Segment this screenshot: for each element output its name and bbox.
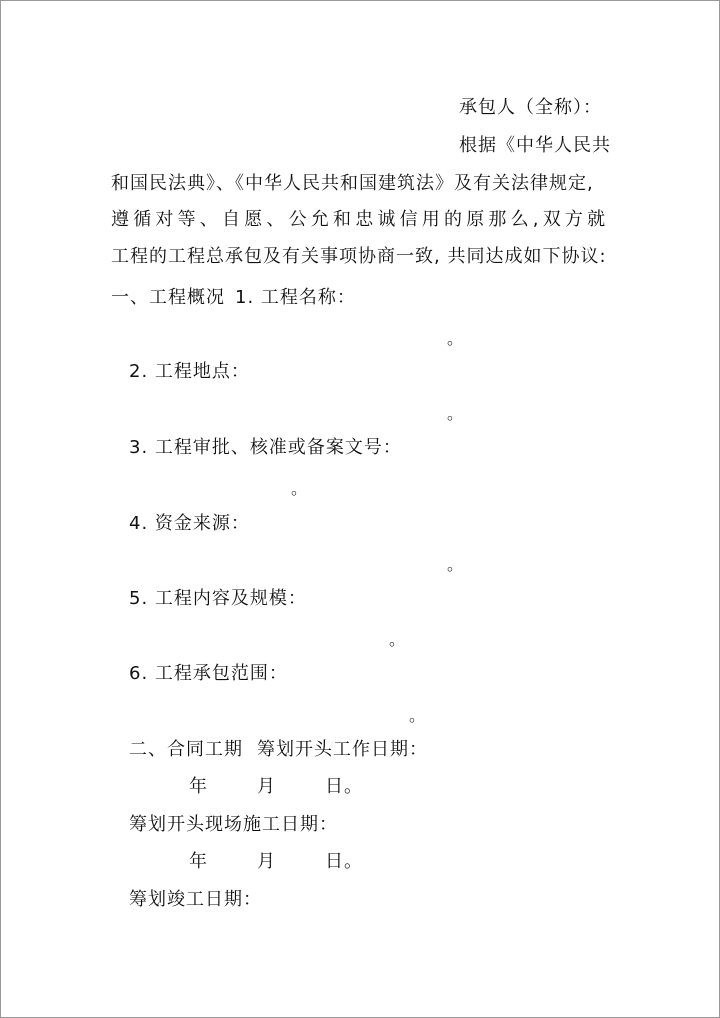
item-1-end: 。 <box>447 329 464 348</box>
preamble-line-4: 工程的工程总承包及有关事项协商一致, 共同达成如下协议: <box>111 246 607 267</box>
site-start-date <box>189 851 363 873</box>
section2-heading: 二、合同工期 <box>129 739 243 760</box>
date-month: 月 <box>257 851 276 872</box>
date-year: 年 <box>189 776 208 797</box>
preamble-line-1: 根据《中华人民共 <box>459 135 611 156</box>
item-5-end: 。 <box>389 630 406 649</box>
site-start-label: 筹划开头现场施工日期： <box>129 814 338 835</box>
item-6-label: 6. 工程承包范围： <box>129 663 288 684</box>
date-day: 日。 <box>325 851 363 872</box>
item-2-end: 。 <box>447 404 464 423</box>
item-4-label: 4. 资金来源： <box>129 513 250 534</box>
completion-label: 筹划竣工日期： <box>129 889 262 910</box>
planned-start-date <box>189 776 363 798</box>
item-6-end: 。 <box>409 706 426 725</box>
contractor-label: 承包人（全称）： <box>459 97 602 118</box>
item-4-end: 。 <box>447 555 464 574</box>
item-5-label: 5. 工程内容及规模： <box>129 588 307 609</box>
date-month: 月 <box>257 776 276 797</box>
item-3-label: 3. 工程审批、核准或备案文号： <box>129 437 402 458</box>
item-1-label: 1. 工程名称： <box>235 287 356 308</box>
item-3-end: 。 <box>291 479 308 498</box>
preamble-line-3: 遵循对等、自愿、公允和忠诚信用的原那么,双方就 <box>111 209 610 230</box>
section1-heading: 一、工程概况 <box>111 287 225 308</box>
preamble-line-2: 和国民法典》、《中华人民共和国建筑法》及有关法律规定, <box>111 173 594 194</box>
date-day: 日。 <box>325 776 363 797</box>
planned-start-label: 筹划开头工作日期： <box>257 739 428 760</box>
item-2-label: 2. 工程地点： <box>129 361 250 382</box>
date-year: 年 <box>189 851 208 872</box>
